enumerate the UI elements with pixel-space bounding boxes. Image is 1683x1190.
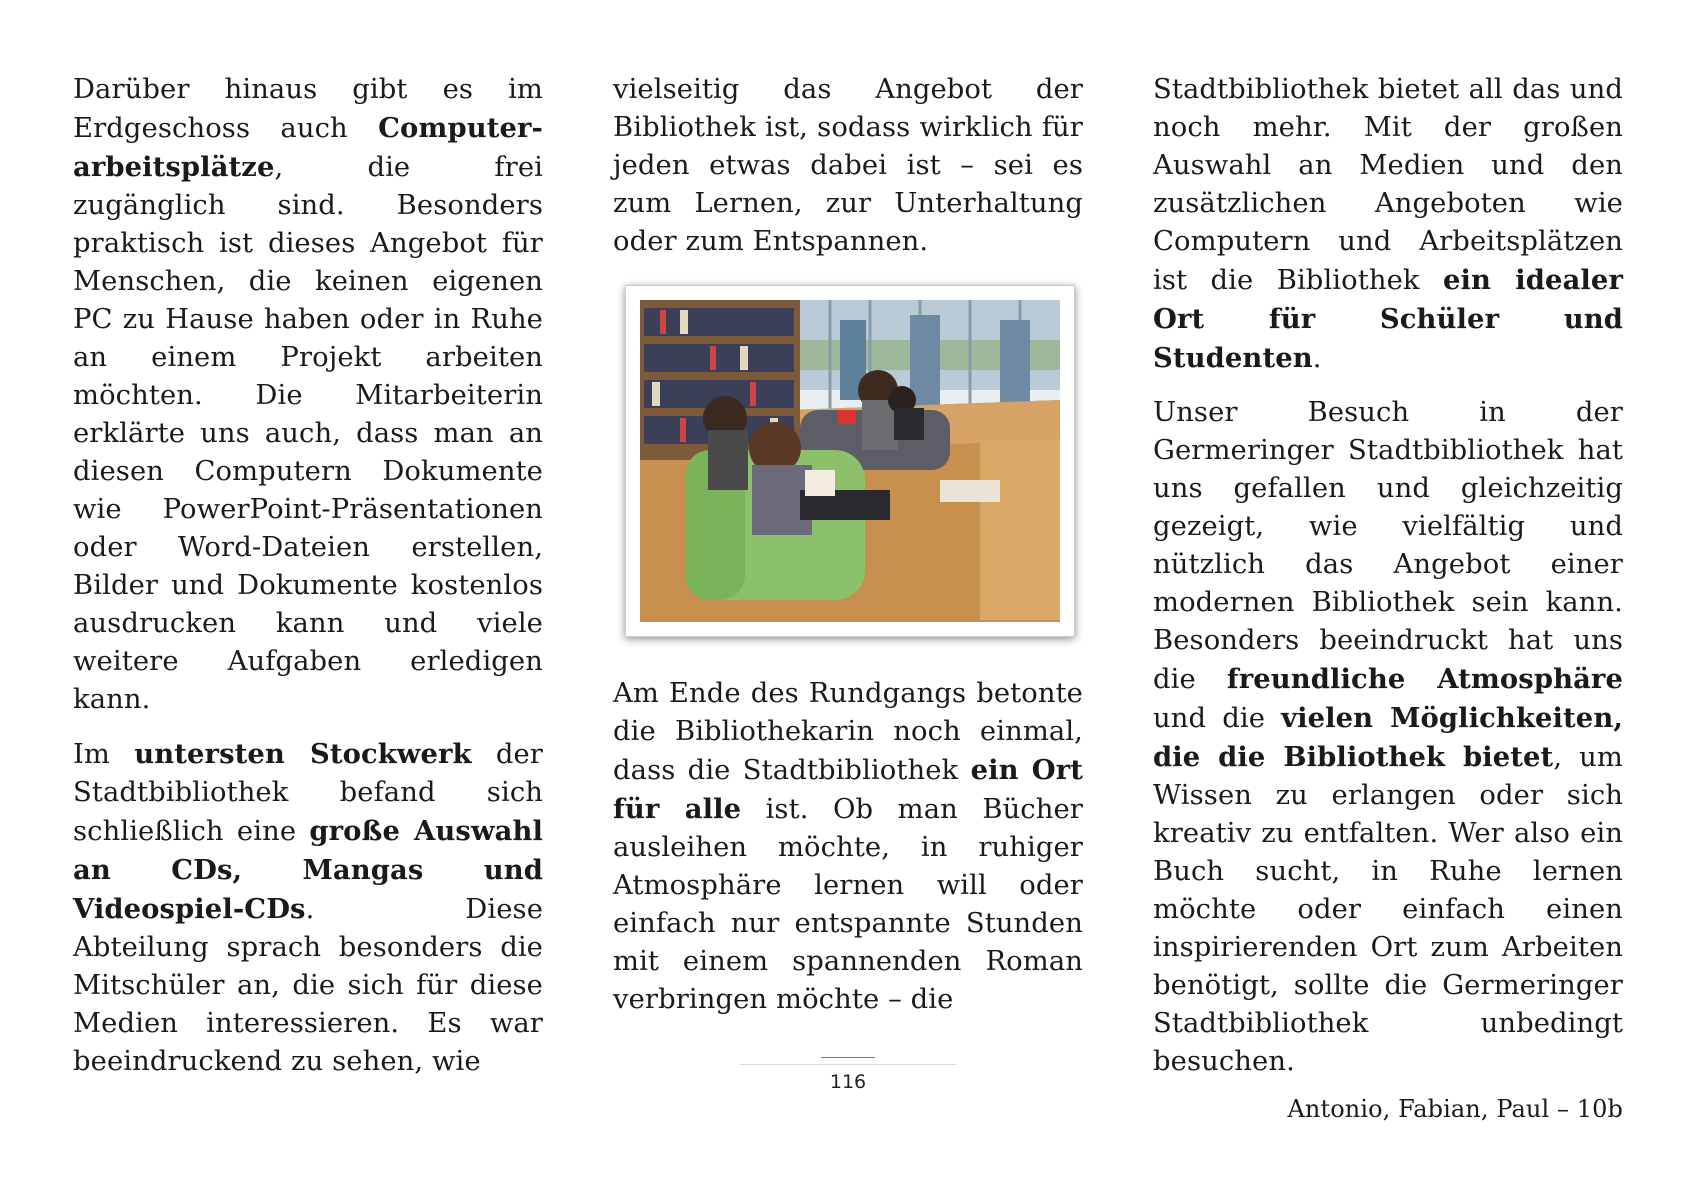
bold-text: untersten Stockwerk xyxy=(134,738,472,770)
paragraph xyxy=(73,735,543,1081)
page-footer xyxy=(740,1064,956,1093)
bold-text: ein idealer Ort für Schüler und Studenten xyxy=(1153,264,1623,374)
library-photo xyxy=(625,285,1075,637)
text-run: Am Ende des Rundgangs betonte die Bibliothekarin noch einmal, dass die Stadtbibliothek xyxy=(613,678,1083,786)
paragraph xyxy=(73,71,543,719)
bold-text: Computer-arbeitsplätze xyxy=(73,112,543,183)
text-run: , um Wissen zu erlangen oder sich kreativ zu entfalten. Wer also ein Buch sucht, in Ruhe lernen möchte oder einfach einen inspirierenden Ort zum Arbeiten benötigt, sollte die Germeringer Stadtbibliothek unbedingt besuchen. xyxy=(1153,742,1623,1077)
text-run: Darüber hinaus gibt es im Erdgeschoss auch xyxy=(73,74,543,144)
text-run: vielseitig das Angebot der Bibliothek ist, sodass wirklich für jeden etwas dabei ist – sei es zum Lernen, zur Unterhaltung oder zum Entspannen. xyxy=(613,74,1083,257)
bold-text: große Auswahl an CDs, Mangas und Videospiel-CDs xyxy=(73,815,543,925)
text-run: . Diese Abteilung sprach besonders die Mitschüler an, die sich für diese Medien interessieren. Es war beeindruckend zu sehen, wie xyxy=(73,894,543,1077)
text-column-2 xyxy=(613,71,1083,1035)
text-run: und die xyxy=(1153,703,1282,734)
text-run: Im xyxy=(73,739,135,770)
library-photo-illustration xyxy=(640,300,1060,622)
text-run: , die frei zugänglich sind. Besonders praktisch ist dieses Angebot für Menschen, die keinen eigenen PC zu Hause haben oder in Ruhe an einem Projekt arbeiten möchten. Die Mitarbeiterin erklärte uns auch, dass man an diesen Computern Dokumente wie PowerPoint-Präsentationen oder Word-Dateien erstellen, Bilder und Dokumente kostenlos ausdrucken kann und viele weitere Aufgaben erledigen kann. xyxy=(73,152,543,715)
paragraph xyxy=(1153,394,1623,1081)
bold-text: freundliche Atmosphäre xyxy=(1226,663,1623,695)
text-run: . xyxy=(1312,343,1322,374)
text-run: ist. Ob man Bücher ausleihen möchte, in ruhiger Atmosphäre lernen will oder einfach nur entspannte Stunden mit einem spannenden Roman verbringen möchte – die xyxy=(613,794,1083,1015)
paragraph xyxy=(1153,71,1623,378)
page-number: 116 xyxy=(829,1071,867,1093)
text-run: der Stadtbibliothek befand sich schließlich eine xyxy=(73,739,543,847)
author-signature: Antonio, Fabian, Paul – 10b xyxy=(1287,1095,1623,1123)
text-run: Unser Besuch in der Germeringer Stadtbibliothek hat uns gefallen und gleichzeitig gezeigt, wie vielfältig und nützlich das Angebot einer modernen Bibliothek sein kann. Besonders beeindruckt hat uns die xyxy=(1153,397,1623,695)
text-run: Stadtbibliothek bietet all das und noch mehr. Mit der großen Auswahl an Medien und den zusätzlichen Angeboten wie Computern und Arbeitsplätzen ist die Bibliothek xyxy=(1153,74,1623,296)
paragraph xyxy=(613,71,1083,261)
bold-text: vielen Möglichkeiten, die die Bibliothek bietet xyxy=(1153,702,1623,773)
paragraph xyxy=(613,675,1083,1019)
text-column-3 xyxy=(1153,71,1623,1125)
bold-text: ein Ort für alle xyxy=(613,754,1083,825)
text-column-1 xyxy=(73,71,543,1097)
footer-divider xyxy=(821,1057,875,1058)
